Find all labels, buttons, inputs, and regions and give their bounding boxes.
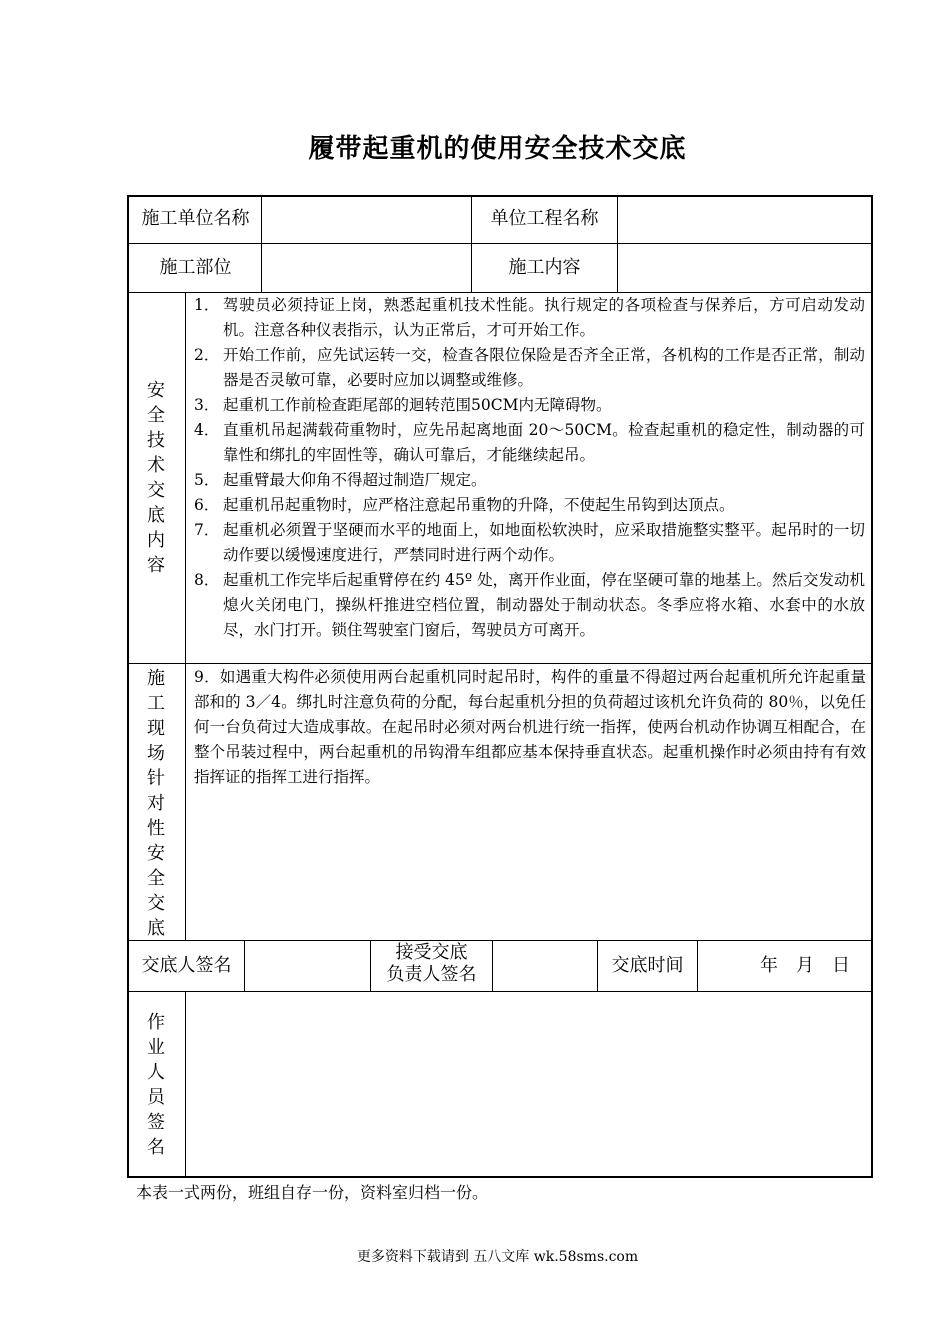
construction-content-label: 施工内容 (508, 257, 581, 278)
list-item: 6． 起重机吊起重物时，应严格注意起吊重物的升降，不使起生吊钩到达顶点。 (194, 496, 735, 514)
list-item: 4． 直重机吊起满载荷重物时，应先吊起离地面 20～50CM。检查起重机的稳定性，制动器的可靠性和绑扎的牢固性等，确认可靠后，才能继续起吊。 (194, 421, 865, 464)
col-divider (185, 292, 186, 940)
row-divider (127, 991, 873, 992)
document-title: 履带起重机的使用安全技术交底 (308, 134, 687, 164)
workers-signature-area[interactable] (187, 993, 871, 1176)
table-border-bottom (127, 1176, 873, 1178)
construction-part-label: 施工部位 (159, 257, 232, 278)
table-border-left (127, 195, 129, 1178)
row-divider (127, 243, 873, 244)
site-section-text: 9．如遇重大构件必须使用两台起重机同时起吊时，构件的重量不得超过两台起重机所允许起重量部和的 3／4。绑扎时注意负荷的分配，每台起重机分担的负荷超过该机允许负荷的 80％，以免任何一台负荷过大造成事故。在起吊时必须对两台机进行统一指挥，使两台机动作协调互相配合，在整个吊装过程中，两台起重机的吊钩滑车组都应基本保持垂直状态。起重机操作时必须由持有有效指挥证的指挥工进行指挥。 (194, 668, 866, 786)
giver-signature-label: 交底人签名 (141, 955, 232, 976)
workers-signature-label: 作业人员签名 (147, 1012, 165, 1158)
project-name-label: 单位工程名称 (490, 208, 599, 229)
safety-section-label: 安全技术交底内容 (147, 380, 165, 576)
list-item: 2． 开始工作前，应先试运转一交，检查各限位保险是否齐全正常，各机构的工作是否正常，制动器是否灵敏可靠，必要时应加以调整或维修。 (194, 346, 865, 389)
col-divider (244, 940, 245, 991)
list-item: 7． 起重机必须置于坚硬而水平的地面上，如地面松软泱时，应采取措施整实整平。起吊时的一切动作要以缓慢速度进行，严禁同时进行两个动作。 (194, 521, 865, 564)
table-border-top (127, 195, 873, 197)
col-divider (492, 940, 493, 991)
list-item: 5． 起重臂最大仰角不得超过制造厂规定。 (194, 471, 487, 489)
footnote: 本表一式两份，班组自存一份，资料室归档一份。 (136, 1183, 489, 1202)
receiver-signature-label: 接受交底 负责人签名 (386, 942, 477, 985)
disclosure-date-field[interactable]: 年 月 日 (760, 955, 850, 976)
disclosure-time-label: 交底时间 (611, 955, 684, 976)
col-divider (617, 195, 618, 292)
table-border-right (871, 195, 873, 1178)
list-item: 8． 起重机工作完毕后起重臂停在约 45º 处，离开作业面，停在坚硬可靠的地基上。然后交发动机熄火关闭电门，操纵杆推进空档位置，制动器处于制动状态。冬季应将水箱、水套中的水放尽，水门打开。锁住驾驶室门窗后，驾驶员方可离开。 (194, 571, 865, 639)
list-item: 1． 驾驶员必须持证上岗，熟悉起重机技术性能。执行规定的各项检查与保养后，方可启动发动机。注意各种仪表指示，认为正常后，才可开始工作。 (194, 296, 865, 339)
row-divider (127, 663, 873, 664)
safety-items-list (190, 293, 865, 643)
site-section-label: 施工现场针对性安全交底 (147, 668, 165, 939)
unit-name-label: 施工单位名称 (141, 208, 250, 229)
page-footer: 更多资料下载请到 五八文库 wk.58sms.com (356, 1249, 639, 1265)
col-divider (185, 991, 186, 1177)
list-item: 3． 起重机工作前检查距尾部的迴转范围50CM内无障碍物。 (194, 396, 612, 414)
col-divider (597, 940, 598, 991)
row-divider (127, 940, 873, 941)
